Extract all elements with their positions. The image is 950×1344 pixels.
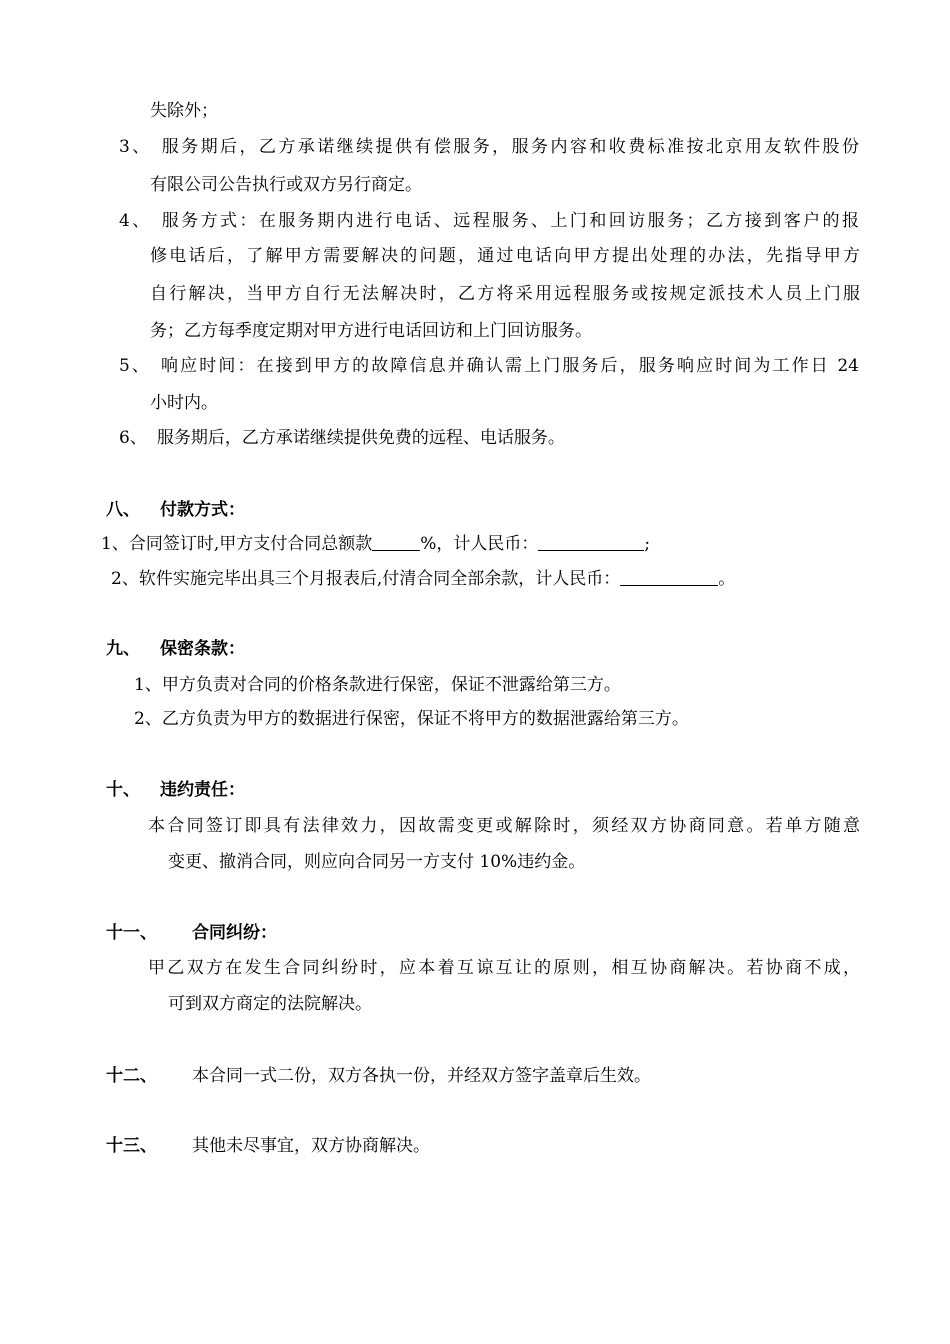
section8-number: 八、 [106, 500, 140, 520]
item4-line1 [119, 210, 859, 232]
item4-line2: 修电话后，了解甲方需要解决的问题，通过电话向甲方提出处理的办法，先指导甲方 [150, 246, 860, 266]
section9-title: 保密条款： [160, 639, 245, 659]
item6-number: 6、 [119, 428, 147, 448]
item5-text: 响应时间：在接到甲方的故障信息并确认需上门服务后，服务响应时间为工作日 24 [161, 356, 859, 376]
section12 [106, 1065, 651, 1087]
section8-heading [106, 499, 245, 521]
section11-line1: 甲乙双方在发生合同纠纷时，应本着互谅互让的原则，相互协商解决。若协商不成， [148, 958, 860, 978]
section9-number: 九、 [106, 639, 140, 659]
section8-title: 付款方式： [160, 500, 245, 520]
section8-para2 [111, 568, 735, 590]
section13 [106, 1135, 430, 1157]
section12-text: 本合同一式二份，双方各执一份，并经双方签字盖章后生效。 [192, 1066, 651, 1086]
section8-para2-end: 。 [718, 569, 736, 589]
amount-blank-2 [620, 569, 718, 586]
section8-para1-text-a: 1、合同签订时,甲方支付合同总额款 [101, 534, 373, 554]
section11-title: 合同纠纷： [192, 923, 277, 943]
section9-para2: 2、乙方负责为甲方的数据进行保密，保证不将甲方的数据泄露给第三方。 [134, 709, 689, 729]
section11-line2: 可到双方商定的法院解决。 [168, 994, 372, 1014]
section11-number: 十一、 [106, 923, 157, 943]
item4-number: 4、 [119, 211, 152, 231]
section9-para1: 1、甲方负责对合同的价格条款进行保密，保证不泄露给第三方。 [134, 675, 621, 695]
section8-para1-text-b: %，计人民币： [420, 534, 539, 554]
item3-number: 3、 [119, 137, 152, 157]
item4-line4: 务；乙方每季度定期对甲方进行电话回访和上门回访服务。 [150, 321, 592, 341]
section10-number: 十、 [106, 780, 140, 800]
section10-heading [106, 779, 245, 801]
section8-para2-text: 2、软件实施完毕出具三个月报表后,付清合同全部余款，计人民币： [111, 569, 621, 589]
section12-number: 十二、 [106, 1066, 157, 1086]
section10-line1: 本合同签订即具有法律效力，因故需变更或解除时，须经双方协商同意。若单方随意 [148, 816, 860, 836]
item4-line3: 自行解决，当甲方自行无法解决时，乙方将采用远程服务或按规定派技术人员上门服 [150, 284, 860, 304]
item2-continuation: 失除外； [150, 101, 218, 121]
item3-text: 服务期后，乙方承诺继续提供有偿服务，服务内容和收费标准按北京用友软件股份 [161, 137, 859, 157]
item5-line1 [119, 355, 859, 377]
section13-number: 十三、 [106, 1136, 157, 1156]
section9-heading [106, 638, 245, 660]
section11-heading [106, 922, 277, 944]
section13-text: 其他未尽事宜，双方协商解决。 [192, 1136, 430, 1156]
amount-blank-1 [538, 534, 644, 551]
section10-title: 违约责任： [160, 780, 245, 800]
item4-text: 服务方式：在服务期内进行电话、远程服务、上门和回访服务；乙方接到客户的报 [161, 211, 859, 231]
item5-line2: 小时内。 [150, 393, 218, 413]
section10-line2: 变更、撤消合同，则应向合同另一方支付 10%违约金。 [168, 852, 586, 872]
item5-number: 5、 [119, 356, 152, 376]
item6-text: 服务期后，乙方承诺继续提供免费的远程、电话服务。 [156, 428, 565, 448]
item6-line1 [119, 427, 565, 449]
percent-blank [372, 534, 420, 551]
section8-para1-end: ; [644, 534, 651, 554]
item3-line2: 有限公司公告执行或双方另行商定。 [150, 175, 422, 195]
section8-para1 [101, 533, 650, 555]
item3-line1 [119, 136, 859, 158]
